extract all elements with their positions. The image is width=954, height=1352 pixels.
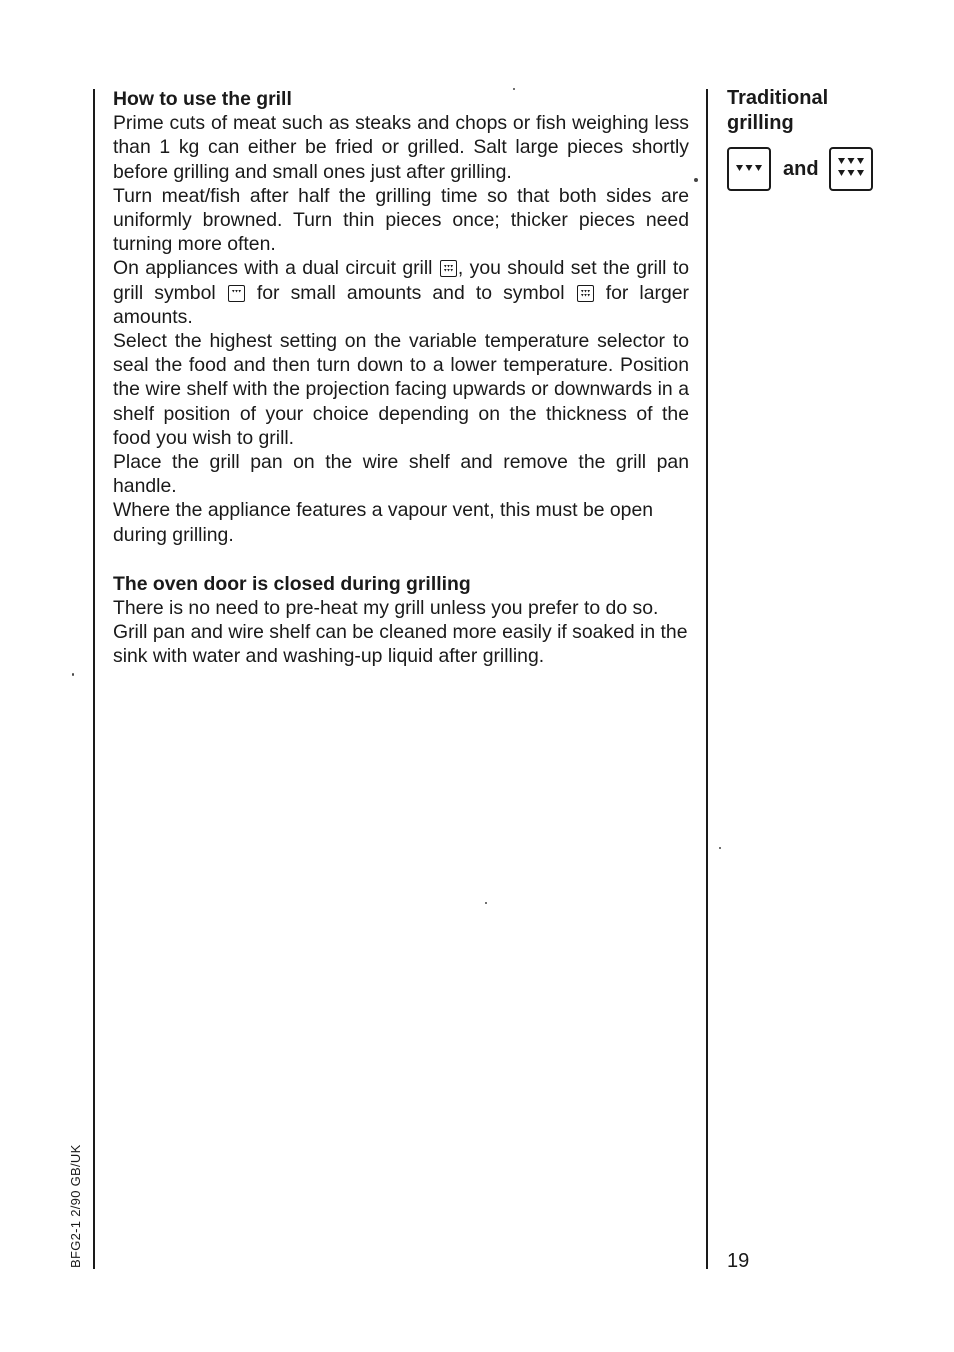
dual-circuit-text-4: for larger amounts. [113,281,689,328]
and-label: and [783,157,819,180]
paragraph-cleaning: Grill pan and wire shelf can be cleaned more easily if soaked in the sink with water and washing-up liquid after grilling. [113,621,688,668]
sidebar-title-line-1: Traditional [727,87,829,109]
paragraph-grill-pan: Place the grill pan on the wire shelf and remove the grill pan handle. [113,451,689,498]
dual-circuit-text-3: for small amounts and to symbol [256,281,565,304]
paragraph-preheat: There is no need to pre-heat my grill unless you prefer to do so. [113,597,659,620]
right-column-rule [706,89,708,1269]
paragraph-temperature-selector: Select the highest setting on the variable temperature selector to seal the food and then turn down to a lower temperature. Position the wire shelf with the projection facing upwards or downwards in a shelf position of your choice depending on the thickness of the food you wish to grill. [113,330,689,449]
paragraph-turn-meat: Turn meat/fish after half the grilling time so that both sides are uniformly browned. Turn thin pieces once; thicker pieces need turning more often. [113,184,689,256]
paragraph-dual-circuit [113,256,689,329]
grill-dual-circuit-icon [577,285,594,302]
grill-dual-circuit-icon [440,260,457,277]
print-speck [719,847,721,849]
grill-single-circuit-icon [727,147,771,191]
section-heading-oven-door: The oven door is closed during grilling [113,572,471,595]
print-speck [694,178,698,182]
sidebar-title [727,86,927,135]
sidebar-column [727,86,927,191]
section-oven-door [113,572,689,669]
grill-symbols-row [727,147,927,191]
main-text-column [113,87,689,669]
paragraph-vapour-vent: Where the appliance features a vapour vent, this must be open during grilling. [113,499,654,546]
print-speck [485,902,487,904]
page-number: 19 [727,1250,750,1272]
print-speck [513,88,515,90]
dual-circuit-text-2: , you should set the grill to grill symbol [113,257,690,304]
grill-dual-circuit-icon [829,147,873,191]
sidebar-title-line-2: grilling [727,111,794,134]
paragraph-prime-cuts: Prime cuts of meat such as steaks and chops or fish weighing less than 1 kg can either be fried or grilled. Salt large pieces shortly before grilling and small ones just after grilling. [113,112,689,183]
print-speck [72,673,74,676]
dual-circuit-text-1: On appliances with a dual circuit grill [113,257,433,280]
grill-single-circuit-icon [228,285,245,302]
document-code: BFG2-1 2/90 GB/UK [68,1144,83,1268]
section-heading-how-to-use: How to use the grill [113,88,292,110]
left-margin-rule [93,89,95,1269]
